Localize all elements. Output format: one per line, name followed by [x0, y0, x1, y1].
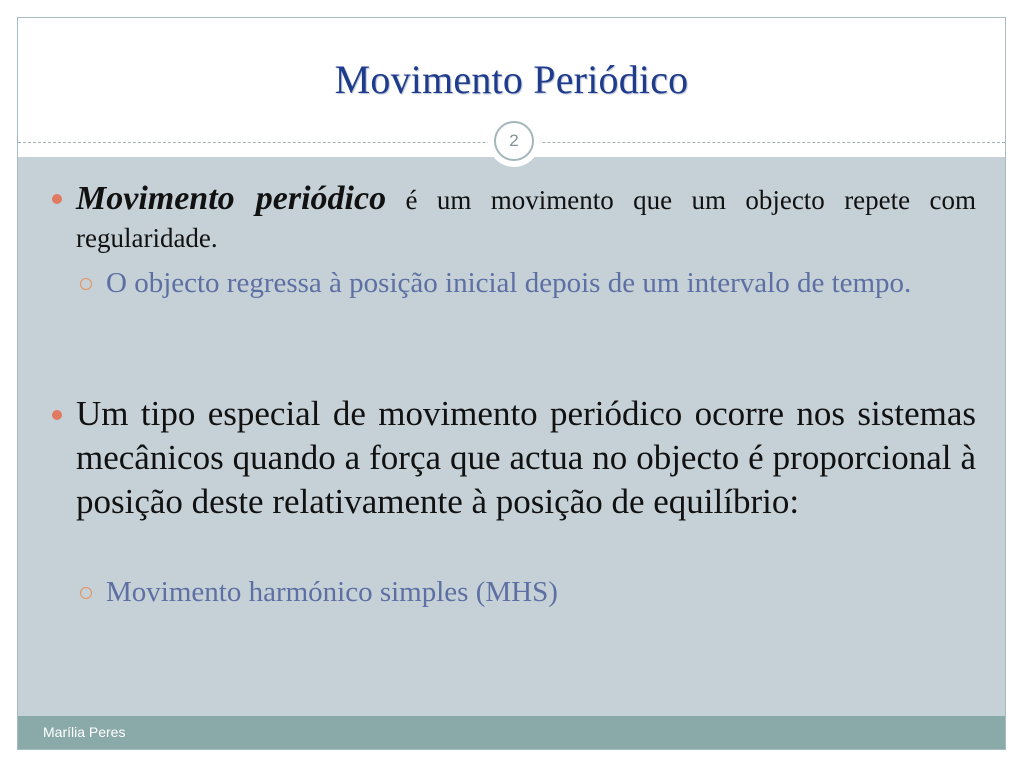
slide-title: Movimento Periódico — [334, 57, 689, 102]
bullet-2-text: Um tipo especial de movimento periódico ocorre nos sistemas mecânicos quando a força que actua no objecto é proporcional à posição deste relativamente à posição de equilíbrio: — [76, 394, 976, 521]
bullet-1-emphasis: Movimento periódico — [76, 180, 387, 217]
footer-author: Marília Peres — [43, 724, 126, 740]
sub-bullet-2-text: Movimento harmónico simples (MHS) — [106, 576, 558, 608]
page-number-badge — [488, 115, 540, 167]
sub-bullet-ring-icon — [80, 587, 92, 599]
bullet-dot-icon — [52, 194, 62, 204]
bullet-1-text: é um movimento que um objecto repete com regularidade. — [76, 185, 976, 253]
bullet-2 — [76, 392, 976, 524]
footer — [18, 716, 1005, 749]
page-number: 2 — [494, 121, 534, 161]
sub-bullet-ring-icon — [80, 278, 92, 290]
sub-bullet-1-text: O objecto regressa à posição inicial depois de um intervalo de tempo. — [106, 267, 912, 299]
bullet-1 — [76, 180, 976, 257]
slide — [17, 17, 1006, 750]
bullet-dot-icon — [52, 410, 62, 420]
sub-bullet-1 — [106, 264, 976, 302]
sub-bullet-2 — [106, 573, 976, 611]
